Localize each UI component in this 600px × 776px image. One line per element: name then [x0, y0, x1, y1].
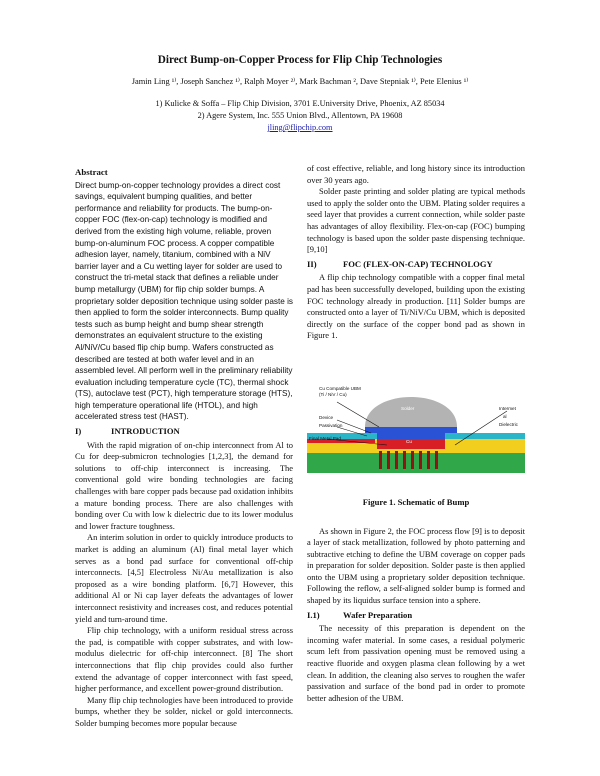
- paragraph: Many flip chip technologies have been introduced to provide bumps, whether they be solder, nickel or gold interconnects. Solder bumping becomes more popular because: [75, 694, 293, 728]
- paragraph: Flip chip technology, with a uniform residual stress across the pad, is compatible with copper substrates, and with low-modulus dielectric for off-chip interconnect. [8] The short interconnections that flip chip provides could also further extend the advantage of copper interconnect with fast speed, higher performance, and excellent power-ground distribution.: [75, 625, 293, 694]
- affiliations: [0, 98, 600, 134]
- author-email-link[interactable]: jling@flipchip.com: [267, 123, 333, 132]
- label-intermetal: Intermet: [499, 405, 516, 411]
- section-number: II): [307, 258, 317, 269]
- substrate-layer: [307, 453, 525, 473]
- label-ubm: Cu Compatible UBM: [319, 385, 361, 391]
- paragraph: The necessity of this preparation is dependent on the incoming wafer material. In some cases, a residual polymeric scum left from passivation opening must be removed using a reactive fluoride and oxygen plasma clean following by a wet clean. In addition, the cleaning also serves to roughen the wafer passivation and surface of the bond pad in order to promote better adhesion of the UBM.: [307, 623, 525, 703]
- abstract-heading: Abstract: [75, 167, 108, 177]
- ubm-layer: [365, 427, 457, 439]
- section-heading-foc: [307, 259, 525, 271]
- section-number: I.1): [307, 609, 320, 620]
- paragraph: With the rapid migration of on-chip interconnect from Al to Cu for deep-submicron technologies [1,2,3], the demand for solutions to off-chip interconnect is increasing. The conventional gold wire bonding technologies are facing challenges with bare copper pads because pad oxidation inhibits a mature bonding process. There are also challenges with bonding over Cu with low k dielectric due to its lower modulus and lower fracture toughness.: [75, 439, 293, 531]
- paragraph: of cost effective, reliable, and long history since its introduction over 30 years ago.: [307, 163, 525, 185]
- label-solder: Solder: [401, 405, 415, 411]
- abstract-text: Direct bump-on-copper technology provides a direct cost savings, equivalent bumping qualities, and better performance and reliability for products. The bump-on-copper FOC (flex-on-cap) technology is modified and derived from the existing high volume, reliable, proven bump-on-aluminum FOC process. A copper compatible adhesion layer, namely, titanium, combined with a NiV barrier layer and a Cu wetting layer for solder are used to construct the tri-metal stack that defines a reliable under bump metallurgy (UBM) for flip chip solder bumps. A proprietary solder deposition technique using solder paste is then applied to form the solder interconnects. Bump quality tests such as bump height and bump shear strength demonstrates an equivalent structure to the existing Al/NiV/Cu based flip chip bump. Wafers constructed as described are tested at both wafer level and in an assembled level. All perform well in the preliminary reliability evaluation including temperature cycle (TC), thermal shock (TS), autoclave test (PCT), high temperature storage (HTS), high temperature operational life (HTOL), and high accelerated stress test (HAST).: [75, 180, 294, 422]
- author-list: Jamin Ling ¹⁾, Joseph Sanchez ¹⁾, Ralph Moyer ²⁾, Mark Bachman ², Dave Stepniak ¹⁾, Pete Elenius ¹⁾: [131, 77, 469, 86]
- section-title: Wafer Preparation: [343, 609, 413, 620]
- section-number: I): [75, 426, 82, 437]
- affiliation-1: 1) Kulicke & Soffa – Flip Chip Division, 3701 E.University Drive, Phoenix, AZ 85034: [155, 99, 445, 108]
- section-heading-introduction: [75, 426, 293, 438]
- section-title: FOC (FLEX-ON-CAP) TECHNOLOGY: [343, 258, 493, 269]
- solder-bump-shape: [365, 397, 457, 427]
- paper-title: Direct Bump-on-Copper Process for Flip Chip Technologies: [157, 54, 443, 66]
- label-cu: Cu: [406, 438, 412, 444]
- figure-caption: Figure 1. Schematic of Bump: [362, 496, 470, 507]
- label-al: al: [503, 413, 507, 419]
- label-final-metal-pad: Final Metal Pad: [309, 435, 341, 441]
- section-title: INTRODUCTION: [111, 426, 180, 437]
- paragraph: An interim solution in order to quickly introduce products to market is adding an aluminum (Al) final metal layer which serves as a bond pad surface for conventional off-chip interconnects. [4,5] Electroless Ni/Au metallization is also proposed as a wire bonding platform. [6,7] However, this additional Al or Ni cap layer defeats the advantages of lower interconnect resistivity and increases cost, and reduces potential yield and turn-around time.: [75, 532, 293, 624]
- label-ubm-layers: (Ti / NiV / Cu): [319, 391, 347, 397]
- paragraph: A flip chip technology compatible with a copper final metal pad has been successfully developed, building upon the existing FOC technology already in production. [11] Solder bumps are constructed onto a layer of Ti/NiV/Cu UBM, which is deposited directly on the surface of the copper bond pad as shown in Figure 1.: [307, 272, 525, 341]
- affiliation-2: 2) Agere System, Inc. 555 Union Blvd., Allentown, PA 19608: [197, 111, 403, 120]
- left-column: [75, 167, 293, 730]
- section-heading-wafer-prep: [307, 610, 525, 622]
- passivation-layer-right: [445, 433, 525, 439]
- label-passivation: Passivation: [319, 422, 343, 428]
- label-dielectric: Dielectric: [499, 421, 518, 427]
- paragraph: As shown in Figure 2, the FOC process flow [9] is to deposit a layer of stack metallization, followed by photo patterning and subtractive etching to define the UBM coverage on copper pads in preparation for solder deposition. Solder paste is then applied onto the UBM using a proprietary solder deposition technique. Following the reflow, a self-aligned solder bump is formed and shaped by its liquidus surface tension into a sphere.: [307, 525, 525, 606]
- right-column: [307, 163, 525, 704]
- paragraph: Solder paste printing and solder plating are typical methods used to apply the solder onto the UBM. Plating solder requires a seed layer that provides a current connection, while solder paste has advantages of alloy flexibility. Flex-on-cap (FOC) bumping technology is based upon the solder paste dispensing technique. [9,10]: [307, 186, 525, 255]
- label-device: Device: [319, 414, 334, 420]
- figure-bump-schematic: [307, 367, 525, 487]
